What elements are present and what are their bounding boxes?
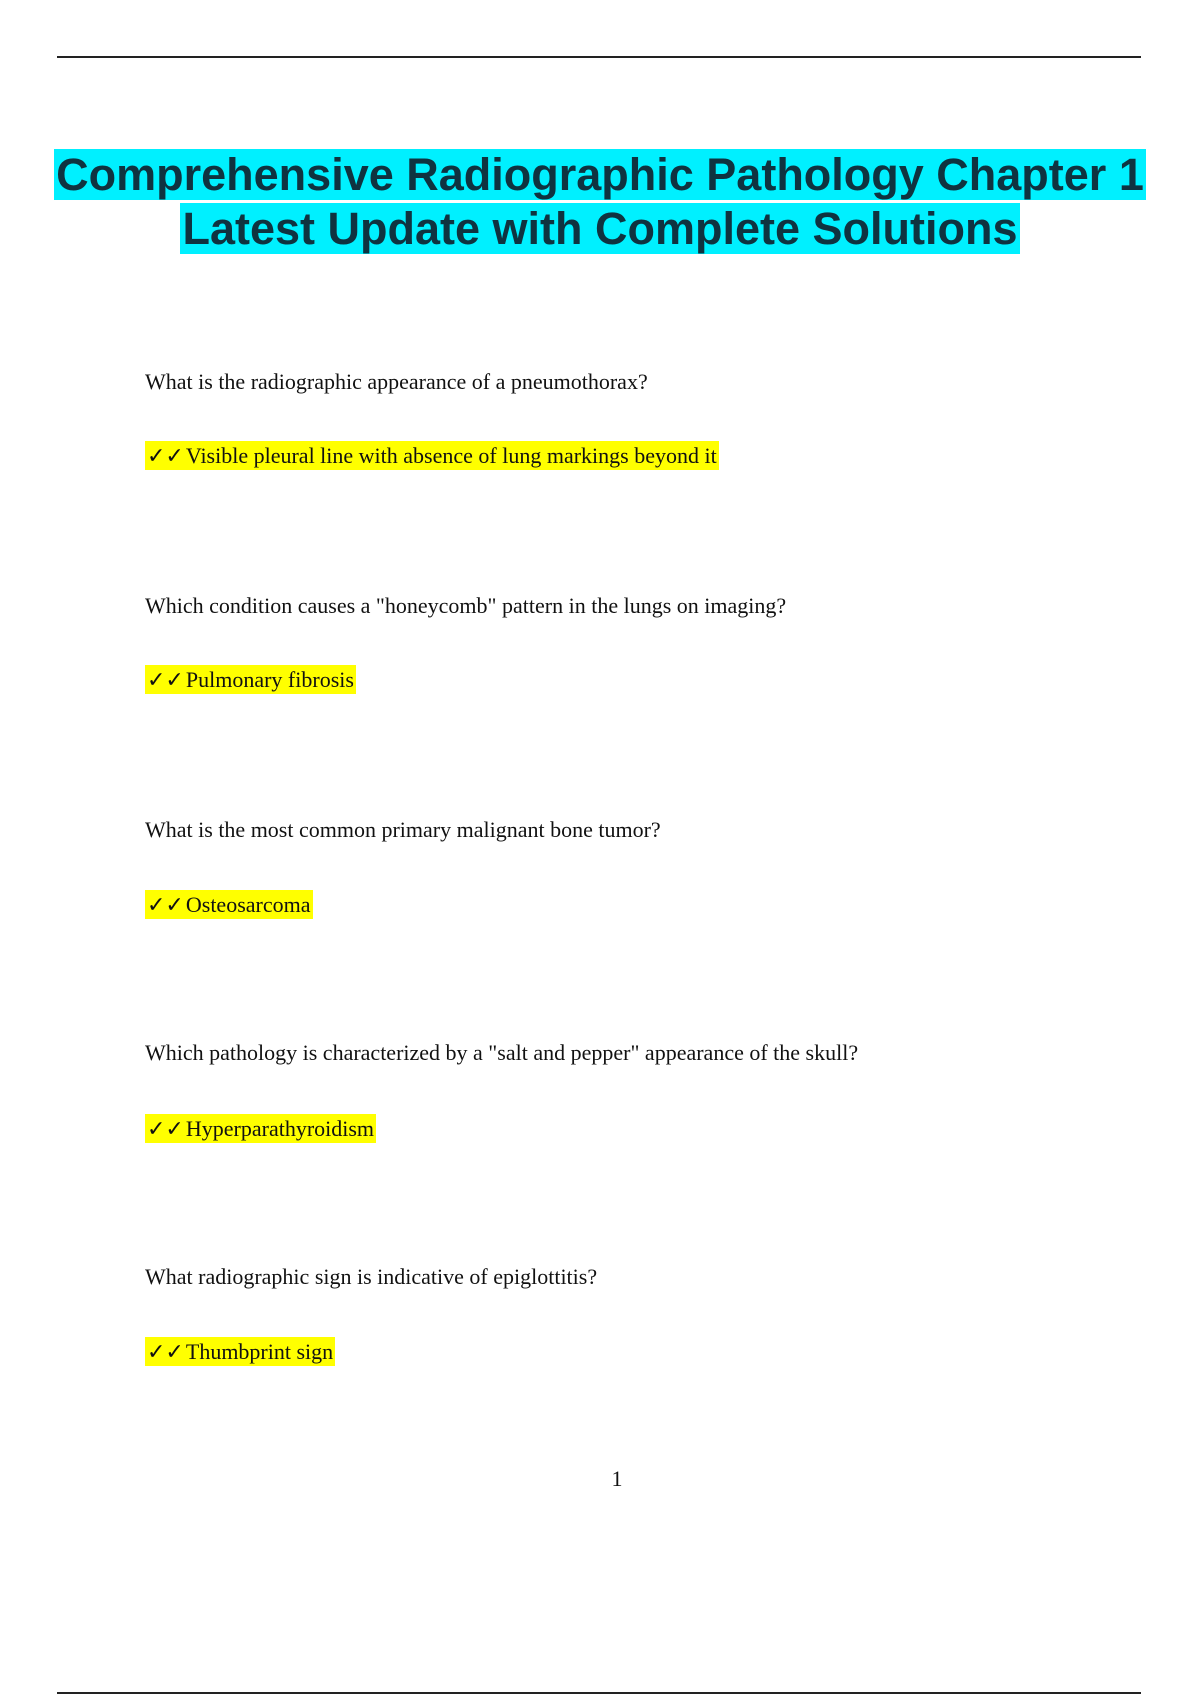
title-text: Comprehensive Radiographic Pathology Chapter 1 Latest Update with Complete Solutions [56, 149, 1144, 254]
answer-text: Hyperparathyroidism [185, 1116, 375, 1141]
header-rule [57, 56, 1141, 58]
question-4: Which pathology is characterized by a "salt and pepper" appearance of the skull? [145, 1040, 859, 1065]
answer-3 [145, 891, 313, 919]
answer-text: Pulmonary fibrosis [185, 667, 354, 692]
document-title [0, 148, 1200, 256]
answer-1 [145, 442, 719, 470]
check-icon: ✓✓ [147, 443, 184, 468]
answer-text: Thumbprint sign [185, 1339, 334, 1364]
page-number: 1 [611, 1466, 623, 1491]
question-5: What radiographic sign is indicative of epiglottitis? [145, 1264, 598, 1289]
answer-text: Visible pleural line with absence of lung markings beyond it [185, 443, 717, 468]
check-icon: ✓✓ [147, 667, 184, 692]
question-2: Which condition causes a "honeycomb" pattern in the lungs on imaging? [145, 593, 787, 618]
answer-4 [145, 1115, 376, 1143]
answer-5 [145, 1338, 335, 1366]
check-icon: ✓✓ [147, 1339, 184, 1364]
check-icon: ✓✓ [147, 1116, 184, 1141]
question-3: What is the most common primary malignant bone tumor? [145, 817, 661, 842]
answer-2 [145, 666, 356, 694]
footer-rule [57, 1692, 1141, 1694]
question-1: What is the radiographic appearance of a pneumothorax? [145, 369, 648, 394]
answer-text: Osteosarcoma [185, 892, 311, 917]
check-icon: ✓✓ [147, 892, 184, 917]
